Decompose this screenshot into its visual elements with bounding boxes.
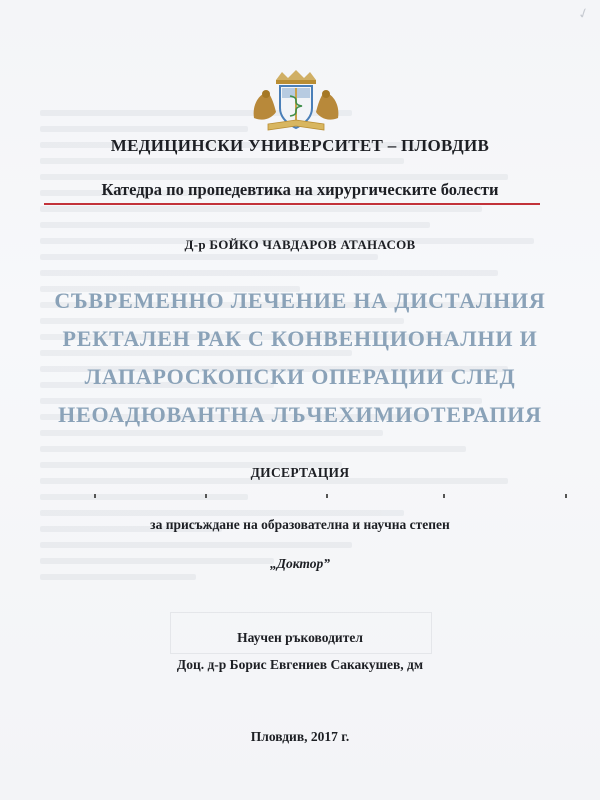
university-coat-of-arms-icon	[246, 68, 346, 132]
title-line: РЕКТАЛЕН РАК С КОНВЕНЦИОНАЛНИ И	[62, 326, 538, 351]
document-type: ДИСЕРТАЦИЯ	[250, 465, 350, 480]
degree-purpose: за присъждане на образователна и научна степен	[150, 517, 450, 532]
place-and-date: Пловдив, 2017 г.	[250, 729, 350, 744]
title-line: СЪВРЕМЕННО ЛЕЧЕНИЕ НА ДИСТАЛНИЯ	[54, 288, 546, 313]
university-name: МЕДИЦИНСКИ УНИВЕРСИТЕТ – ПЛОВДИВ	[110, 136, 490, 155]
title-line: ЛАПАРОСКОПСКИ ОПЕРАЦИИ СЛЕД	[84, 364, 516, 389]
supervisor-label: Научен ръководител	[237, 630, 363, 645]
degree-name: „Доктор”	[270, 556, 330, 571]
red-underline	[44, 203, 540, 205]
supervisor-name: Доц. д-р Борис Евгениев Сакакушев, дм	[176, 657, 424, 672]
scan-tick-marks	[0, 494, 600, 502]
author-name: Д-р БОЙКО ЧАВДАРОВ АТАНАСОВ	[184, 237, 416, 252]
dissertation-title	[0, 282, 600, 434]
department-name: Катедра по пропедевтика на хирургическите болести	[101, 180, 499, 199]
title-line: НЕОАДЮВАНТНА ЛЪЧЕХИМИОТЕРАПИЯ	[58, 402, 542, 427]
corner-pencil-mark: ✓	[576, 4, 593, 24]
